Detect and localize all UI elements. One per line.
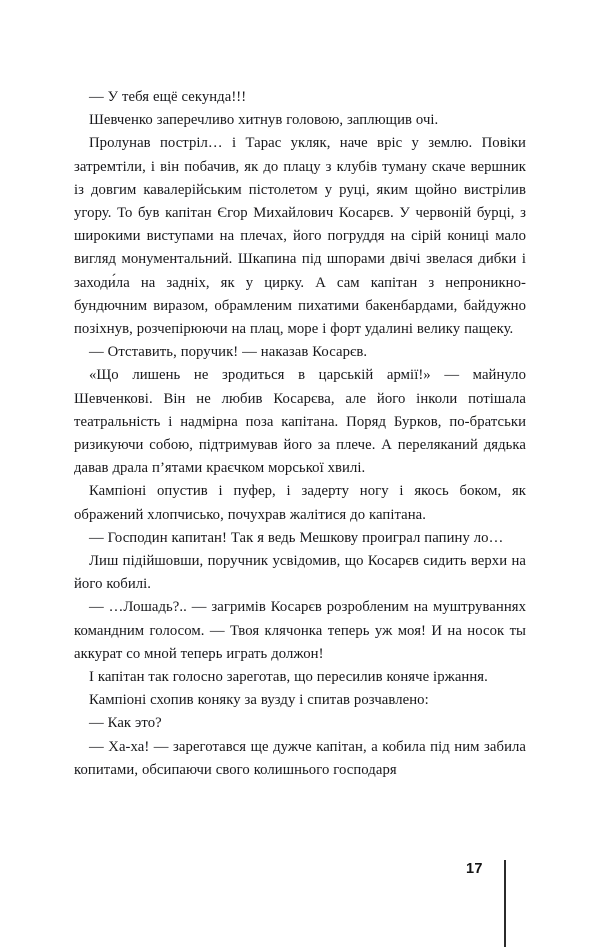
paragraph: — Господин капитан! Так я ведь Мешкову проиграл папину ло… [89,529,504,546]
paragraph: «Що лишень не зродиться в царській армії!» — майнуло Шевченкові. Він не любив Косарєва, але його інколи потішала театральність і надмірна поза капітана. Поряд Бурков, по-братськи ризикуючи собою, підтримував його за плече. А переляканий дядька давав драла п’ятами краєчком морської хвилі. [74,367,526,477]
paragraph: І капітан так голосно зареготав, що пересилив коняче іржання. [89,669,488,686]
paragraph: — Как это? [89,715,162,732]
paragraph: — Отставить, поручик! — наказав Косарєв. [89,344,368,361]
paragraph: Шевченко заперечливо хитнув головою, заплющив очі. [89,112,439,129]
paragraph: Лиш підійшовши, поручник усвідомив, що Косарєв сидить верхи на його кобилі. [74,553,526,593]
paragraph: Пролунав постріл… і Тарас укляк, наче вріс у землю. Повіки затремтіли, і він побачив, як до плацу з клубів туману скаче вершник із довгим кавалерійським пістолетом у руці, яким щойно вистрілив угору. То був капітан Єгор Михайлович Косарєв. У червоній бурці, з широкими виступами на плечах, його погруддя на сірій кониці мало вигляд монументальний. Шкапина під шпорами двічі звелася дибки і заходи́ла на задніх, як у цирку. А сам капітан з непроникно-бундючним виразом, обрамленим пихатими бакенбардами, байдужно позіхнув, розчепірюючи на плац, море і форт удалині велику пащеку. [74,135,526,338]
paragraph: Кампіоні схопив коняку за вузду і спитав розчавлено: [89,692,429,709]
paragraph: — Ха-ха! — зареготався ще дужче капітан, а кобила під ним забила копитами, обсипаючи свого колишнього господаря [74,738,526,778]
paragraph: — …Лошадь?.. — загримів Косарєв розробленим на муштруваннях командним голосом. — Твоя клячонка теперь уж моя! И на носок ты аккурат со мной теперь играть должон! [74,599,526,662]
page-number: 17 [466,861,483,877]
page-edge-rule [504,860,506,947]
paragraph: — У тебя ещё секунда!!! [89,89,247,105]
body-text-column [74,86,526,782]
paragraph: Кампіоні опустив і пуфер, і задерту ногу і якось боком, як ображений хлопчисько, почухрав жалітися до капітана. [74,483,526,523]
